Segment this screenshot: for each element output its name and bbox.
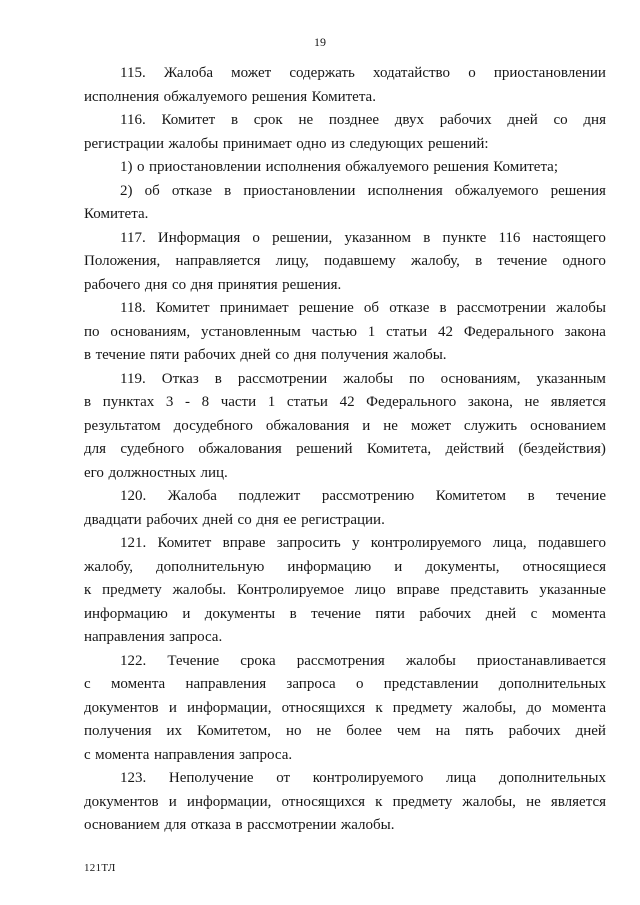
text-line: 115. Жалоба может содержать ходатайство о приостановлении <box>120 65 606 81</box>
text-line: рабочего дня со дня принятия решения. <box>84 276 342 293</box>
text-line: 116. Комитет в срок не позднее двух рабочих дней со дня <box>120 112 606 128</box>
paragraph <box>84 297 606 368</box>
text-line: регистрации жалобы принимает одно из следующих решений: <box>84 135 489 152</box>
text-line: 123. Неполучение от контролируемого лица дополнительных <box>120 770 606 786</box>
document-body <box>84 62 606 838</box>
text-line: к предмету жалобы. Контролируемое лицо вправе представить указанные <box>84 582 606 598</box>
text-line: двадцати рабочих дней со дня ее регистрации. <box>84 511 385 528</box>
text-line: в пунктах 3 - 8 части 1 статьи 42 Федерального закона, не является <box>84 394 606 410</box>
text-line: получения их Комитетом, но не более чем на пять рабочих дней <box>84 723 606 739</box>
text-line: жалобу, дополнительную информацию и документы, относящиеся <box>84 558 606 575</box>
paragraph <box>84 532 606 650</box>
paragraph <box>84 156 606 180</box>
text-line: исполнения обжалуемого решения Комитета. <box>84 88 376 105</box>
paragraph <box>84 368 606 486</box>
text-line: по основаниям, установленным частью 1 статьи 42 Федерального закона <box>84 323 606 340</box>
text-line: в течение пяти рабочих дней со дня получения жалобы. <box>84 347 447 363</box>
text-line: информацию и документы в течение пяти рабочих дней с момента <box>84 605 606 622</box>
text-line: с момента направления запроса о представлении дополнительных <box>84 676 606 692</box>
text-line: с момента направления запроса. <box>84 746 293 763</box>
footer-code: 121ТЛ <box>84 862 116 874</box>
paragraph <box>84 650 606 768</box>
text-line: 122. Течение срока рассмотрения жалобы приостанавливается <box>120 652 606 669</box>
text-line: направления запроса. <box>84 629 223 645</box>
paragraph <box>84 767 606 838</box>
paragraph <box>84 62 606 109</box>
text-line: 118. Комитет принимает решение об отказе в рассмотрении жалобы <box>120 300 606 316</box>
text-line: основанием для отказа в рассмотрении жалобы. <box>84 817 395 833</box>
text-line: 2) об отказе в приостановлении исполнения обжалуемого решения <box>120 182 606 199</box>
text-line: результатом досудебного обжалования и не может служить основанием <box>84 417 606 434</box>
page-number: 19 <box>314 35 326 49</box>
text-line: его должностных лиц. <box>84 464 228 481</box>
text-line: Положения, направляется лицу, подавшему жалобу, в течение одного <box>84 253 606 269</box>
text-line: Комитета. <box>84 206 149 222</box>
text-line: 120. Жалоба подлежит рассмотрению Комитетом в течение <box>120 488 606 504</box>
paragraph <box>84 485 606 532</box>
text-line: документов и информации, относящихся к предмету жалобы, не является <box>84 793 606 810</box>
text-line: документов и информации, относящихся к предмету жалобы, до момента <box>84 699 606 716</box>
text-line: 121. Комитет вправе запросить у контролируемого лица, подавшего <box>120 535 606 551</box>
text-line: 119. Отказ в рассмотрении жалобы по основаниям, указанным <box>120 370 606 387</box>
paragraph <box>84 109 606 156</box>
text-line: 1) о приостановлении исполнения обжалуемого решения Комитета; <box>120 159 559 175</box>
paragraph <box>84 180 606 227</box>
text-line: для судебного обжалования решений Комитета, действий (бездействия) <box>84 441 606 457</box>
paragraph <box>84 227 606 298</box>
text-line: 117. Информация о решении, указанном в пункте 116 настоящего <box>120 229 606 246</box>
